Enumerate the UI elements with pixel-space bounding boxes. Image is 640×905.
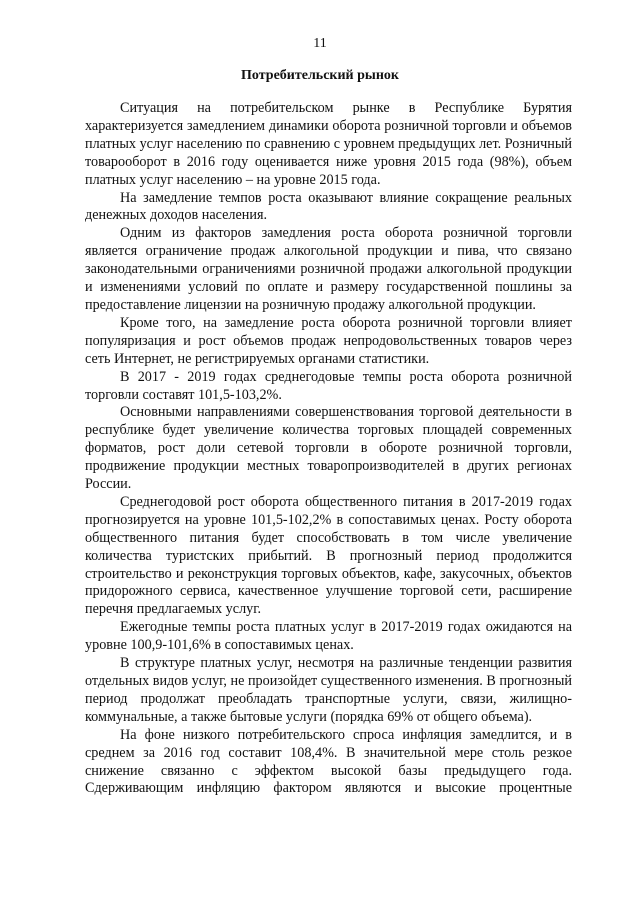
paragraph: Кроме того, на замедление роста оборота розничной торговли влияет популяризация и рост объемов продаж непродовольственных товаров через сеть Интернет, не регистрируемых органами статистики. (85, 314, 572, 367)
paragraph: Основными направлениями совершенствования торговой деятельности в республике будет увеличение количества торговых площадей современных форматов, рост доли сетевой торговли в обороте розничной торговли, продвижение продукции местных товаропроизводителей в других регионах России. (85, 404, 572, 493)
paragraph: На фоне низкого потребительского спроса инфляция замедлится, и в среднем за 2016 год составит 108,4%. В значительной мере столь резкое снижение связанно с эффектом высокой базы предыдущего года. Сдерживающим инфляцию фактором являются и высокие процентные (85, 726, 572, 797)
body-text (85, 100, 572, 798)
paragraph: Среднегодовой рост оборота общественного питания в 2017-2019 годах прогнозируется на уровне 101,5-102,2% в сопоставимых ценах. Росту оборота общественного питания будет способствовать в том числе увеличение количества туристских прибытий. В прогнозный период продолжится строительство и реконструкция торговых объектов, кафе, закусочных, объектов придорожного сервиса, качественное улучшение торговой сети, расширение перечня предлагаемых услуг. (85, 493, 572, 618)
paragraph: Ежегодные темпы роста платных услуг в 2017-2019 годах ожидаются на уровне 100,9-101,6% в сопоставимых ценах. (85, 619, 572, 654)
paragraph: Ситуация на потребительском рынке в Республике Бурятия характеризуется замедлением динамики оборота розничной торговли и объемов платных услуг населению по сравнению с уровнем предыдущих лет. Розничный товарооборот в 2016 году оценивается ниже уровня 2015 года (98%), объем платных услуг населению – на уровне 2015 года. (85, 100, 572, 188)
paragraph: На замедление темпов роста оказывают влияние сокращение реальных денежных доходов населения. (85, 189, 572, 224)
paragraph: В структуре платных услуг, несмотря на различные тенденции развития отдельных видов услуг, не произойдет существенного изменения. В прогнозный период продолжат преобладать транспортные услуги, связи, жилищно-коммунальные, а также бытовые услуги (порядка 69% от общего объема). (85, 655, 572, 725)
section-title: Потребительский рынок (241, 68, 399, 83)
paragraph: В 2017 - 2019 годах среднегодовые темпы роста оборота розничной торговли составят 101,5-103,2%. (85, 368, 572, 403)
paragraph: Одним из факторов замедления роста оборота розничной торговли является ограничение продаж алкогольной продукции и пива, что связано законодательными ограничениями розничной продажи алкогольной продукции и изменениями условий по оплате и размеру государственной пошлины за предоставление лицензии на розничную продажу алкогольной продукции. (85, 225, 572, 313)
page-number: 11 (313, 36, 327, 51)
